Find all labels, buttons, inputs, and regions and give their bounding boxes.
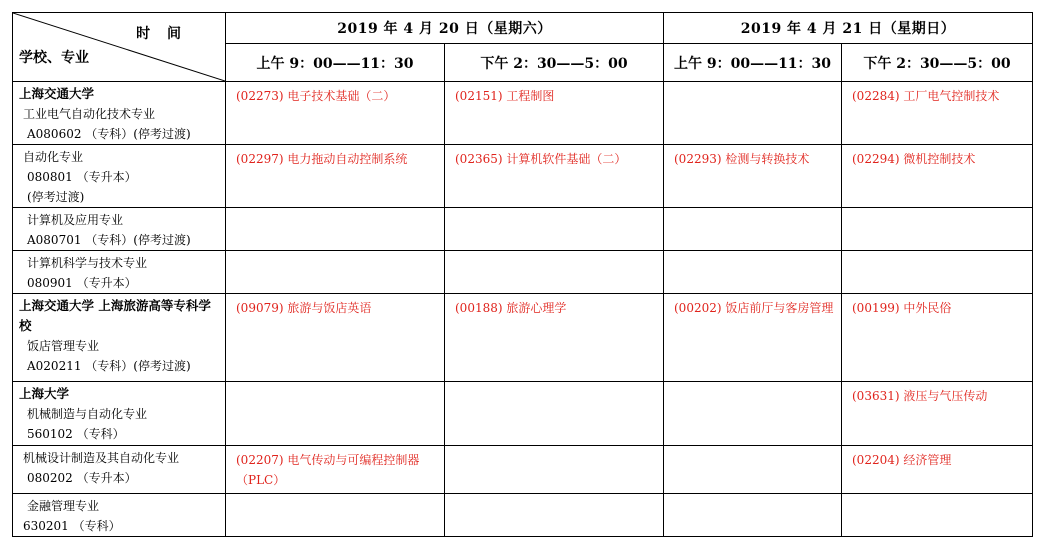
major-name: 工业电气自动化技术专业 xyxy=(23,107,156,121)
exam-cell xyxy=(445,446,664,494)
major-name: 计算机及应用专业 xyxy=(27,213,124,227)
table-row xyxy=(13,494,1033,537)
exam-cell xyxy=(664,382,842,446)
exam-cell xyxy=(664,446,842,494)
major-name: 机械制造与自动化专业 xyxy=(27,407,148,421)
exam-schedule-table xyxy=(12,12,1033,537)
exam-cell xyxy=(664,208,842,251)
exam-cell xyxy=(842,208,1033,251)
exam-cell xyxy=(664,494,842,537)
exam-cell: (02151) 工程制图 xyxy=(445,82,664,145)
slot-header-day1-pm: 下午 2：30——5：00 xyxy=(445,44,664,82)
table-row xyxy=(13,294,1033,382)
slot-header-day2-am: 上午 9：00——11：30 xyxy=(664,44,842,82)
exam-cell: (02204) 经济管理 xyxy=(842,446,1033,494)
date-header-day1: 2019 年 4 月 20 日（星期六） xyxy=(226,13,664,44)
exam-cell: (00199) 中外民俗 xyxy=(842,294,1033,382)
exam-cell: (02284) 工厂电气控制技术 xyxy=(842,82,1033,145)
time-header-label: 时 间 xyxy=(136,26,187,42)
school-major-cell xyxy=(13,382,226,446)
exam-cell xyxy=(445,208,664,251)
school-major-cell xyxy=(13,446,226,494)
school-major-cell xyxy=(13,208,226,251)
exam-cell: (00188) 旅游心理学 xyxy=(445,294,664,382)
major-code: A080602 （专科）(停考过渡) xyxy=(27,127,191,141)
major-code: 080801 （专升本） xyxy=(27,170,137,184)
major-code: 080901 （专升本） xyxy=(27,276,137,290)
school-major-cell xyxy=(13,251,226,294)
major-name: 机械设计制造及其自动化专业 xyxy=(23,451,180,465)
major-name: 计算机科学与技术专业 xyxy=(27,256,148,270)
exam-cell xyxy=(226,251,445,294)
major-note: (停考过渡) xyxy=(27,190,85,204)
table-row xyxy=(13,446,1033,494)
school-major-cell xyxy=(13,294,226,382)
exam-cell xyxy=(445,251,664,294)
major-name: 饭店管理专业 xyxy=(27,339,100,353)
exam-cell: (02293) 检测与转换技术 xyxy=(664,145,842,208)
exam-cell: (02365) 计算机软件基础（二） xyxy=(445,145,664,208)
major-code: 560102 （专科） xyxy=(27,427,125,441)
exam-cell xyxy=(445,382,664,446)
exam-cell xyxy=(445,494,664,537)
exam-cell: (03631) 液压与气压传动 xyxy=(842,382,1033,446)
exam-cell: (02273) 电子技术基础（二） xyxy=(226,82,445,145)
table-row xyxy=(13,145,1033,208)
exam-cell: (02207) 电气传动与可编程控制器（PLC） xyxy=(226,446,445,494)
table-row xyxy=(13,382,1033,446)
table-row xyxy=(13,82,1033,145)
major-name: 自动化专业 xyxy=(23,150,84,164)
exam-cell xyxy=(842,251,1033,294)
major-code: A080701 （专科）(停考过渡) xyxy=(27,233,191,247)
table-row xyxy=(13,251,1033,294)
date-header-day2: 2019 年 4 月 21 日（星期日） xyxy=(664,13,1033,44)
school-name: 上海交通大学 xyxy=(19,86,95,101)
school-name: 上海交通大学 上海旅游高等专科学校 xyxy=(19,298,211,333)
school-major-cell xyxy=(13,494,226,537)
exam-cell: (02294) 微机控制技术 xyxy=(842,145,1033,208)
exam-cell: (09079) 旅游与饭店英语 xyxy=(226,294,445,382)
school-major-cell xyxy=(13,145,226,208)
slot-header-day2-pm: 下午 2：30——5：00 xyxy=(842,44,1033,82)
table-row xyxy=(13,208,1033,251)
exam-cell: (00202) 饭店前厅与客房管理 xyxy=(664,294,842,382)
major-name: 金融管理专业 xyxy=(27,499,100,513)
exam-cell xyxy=(664,82,842,145)
major-code: 630201 （专科） xyxy=(23,519,121,533)
major-code: A020211 （专科）(停考过渡) xyxy=(27,359,191,373)
slot-header-day1-am: 上午 9：00——11：30 xyxy=(226,44,445,82)
school-name: 上海大学 xyxy=(19,386,70,401)
exam-cell xyxy=(842,494,1033,537)
exam-cell: (02297) 电力拖动自动控制系统 xyxy=(226,145,445,208)
header-corner-cell xyxy=(13,13,226,82)
exam-cell xyxy=(664,251,842,294)
school-major-header-label: 学校、专业 xyxy=(19,50,89,66)
major-code: 080202 （专升本） xyxy=(27,471,137,485)
school-major-cell xyxy=(13,82,226,145)
exam-cell xyxy=(226,494,445,537)
exam-cell xyxy=(226,208,445,251)
exam-cell xyxy=(226,382,445,446)
